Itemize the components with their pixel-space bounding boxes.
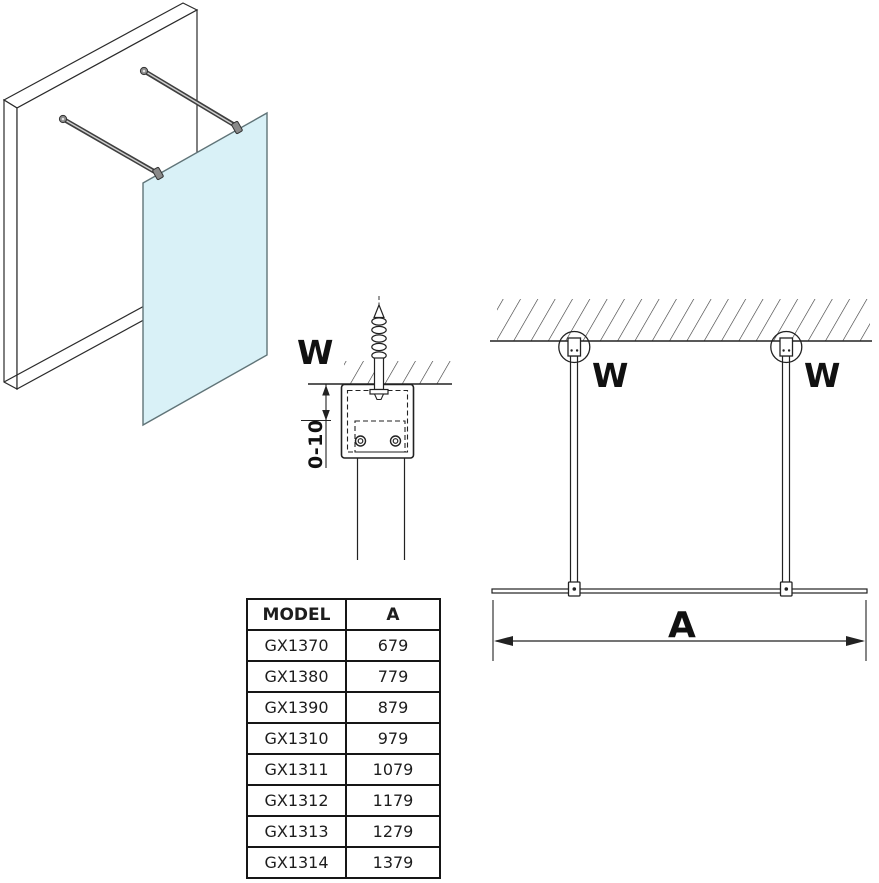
ceiling-hatch-front	[497, 299, 870, 341]
model-dimensions-table	[246, 598, 441, 879]
a-cell: 1079	[346, 754, 440, 785]
table-row	[247, 754, 440, 785]
right-ceiling-bracket	[780, 338, 793, 356]
left-bar-assembly	[559, 332, 629, 585]
table-header-row	[247, 599, 440, 630]
model-cell: GX1312	[247, 785, 346, 816]
dimension-arrow-left	[494, 636, 513, 646]
adjustment-dimension	[301, 384, 331, 469]
bar-wall-flange-upper	[140, 67, 147, 74]
model-cell: GX1313	[247, 816, 346, 847]
header-model: MODEL	[247, 599, 346, 630]
a-cell: 879	[346, 692, 440, 723]
model-cell: GX1314	[247, 847, 346, 878]
a-cell: 1179	[346, 785, 440, 816]
model-cell: GX1370	[247, 630, 346, 661]
model-cell: GX1310	[247, 723, 346, 754]
table-row	[247, 630, 440, 661]
table-row	[247, 847, 440, 878]
model-cell: GX1390	[247, 692, 346, 723]
dimension-arrow-right	[846, 636, 865, 646]
left-bar	[571, 356, 578, 584]
a-cell: 779	[346, 661, 440, 692]
bracket-detail-view	[297, 296, 452, 560]
right-bar	[783, 356, 790, 584]
bar-wall-flange-lower	[59, 115, 66, 122]
a-cell: 1379	[346, 847, 440, 878]
table-row	[247, 816, 440, 847]
glass-top-edge	[492, 589, 867, 593]
table-row	[247, 785, 440, 816]
adjustment-range-label: 0-10	[305, 419, 327, 469]
a-cell: 979	[346, 723, 440, 754]
dimension-arrow-up	[322, 385, 330, 396]
model-cell: GX1311	[247, 754, 346, 785]
width-dimension	[493, 600, 866, 661]
bracket-screw-hole-left	[356, 436, 366, 446]
left-glass-clamp	[569, 582, 581, 596]
a-cell: 679	[346, 630, 440, 661]
detail-view-label: W	[297, 333, 334, 372]
support-bar-section	[358, 458, 405, 560]
header-a: A	[346, 599, 440, 630]
a-cell: 1279	[346, 816, 440, 847]
right-bracket-label: W	[804, 356, 841, 395]
width-dimension-label: A	[668, 605, 696, 646]
right-bar-assembly	[771, 332, 841, 585]
ceiling-hatch-detail	[344, 361, 452, 384]
model-cell: GX1380	[247, 661, 346, 692]
dimension-arrow-down	[322, 410, 330, 421]
wall-side-face	[4, 100, 17, 389]
front-view	[490, 299, 872, 661]
table-row	[247, 692, 440, 723]
left-bracket-label: W	[592, 356, 629, 395]
table-row	[247, 661, 440, 692]
bracket-screw-hole-right	[391, 436, 401, 446]
right-glass-clamp	[781, 582, 793, 596]
left-ceiling-bracket	[568, 338, 581, 356]
isometric-view	[4, 3, 267, 425]
table-row	[247, 723, 440, 754]
